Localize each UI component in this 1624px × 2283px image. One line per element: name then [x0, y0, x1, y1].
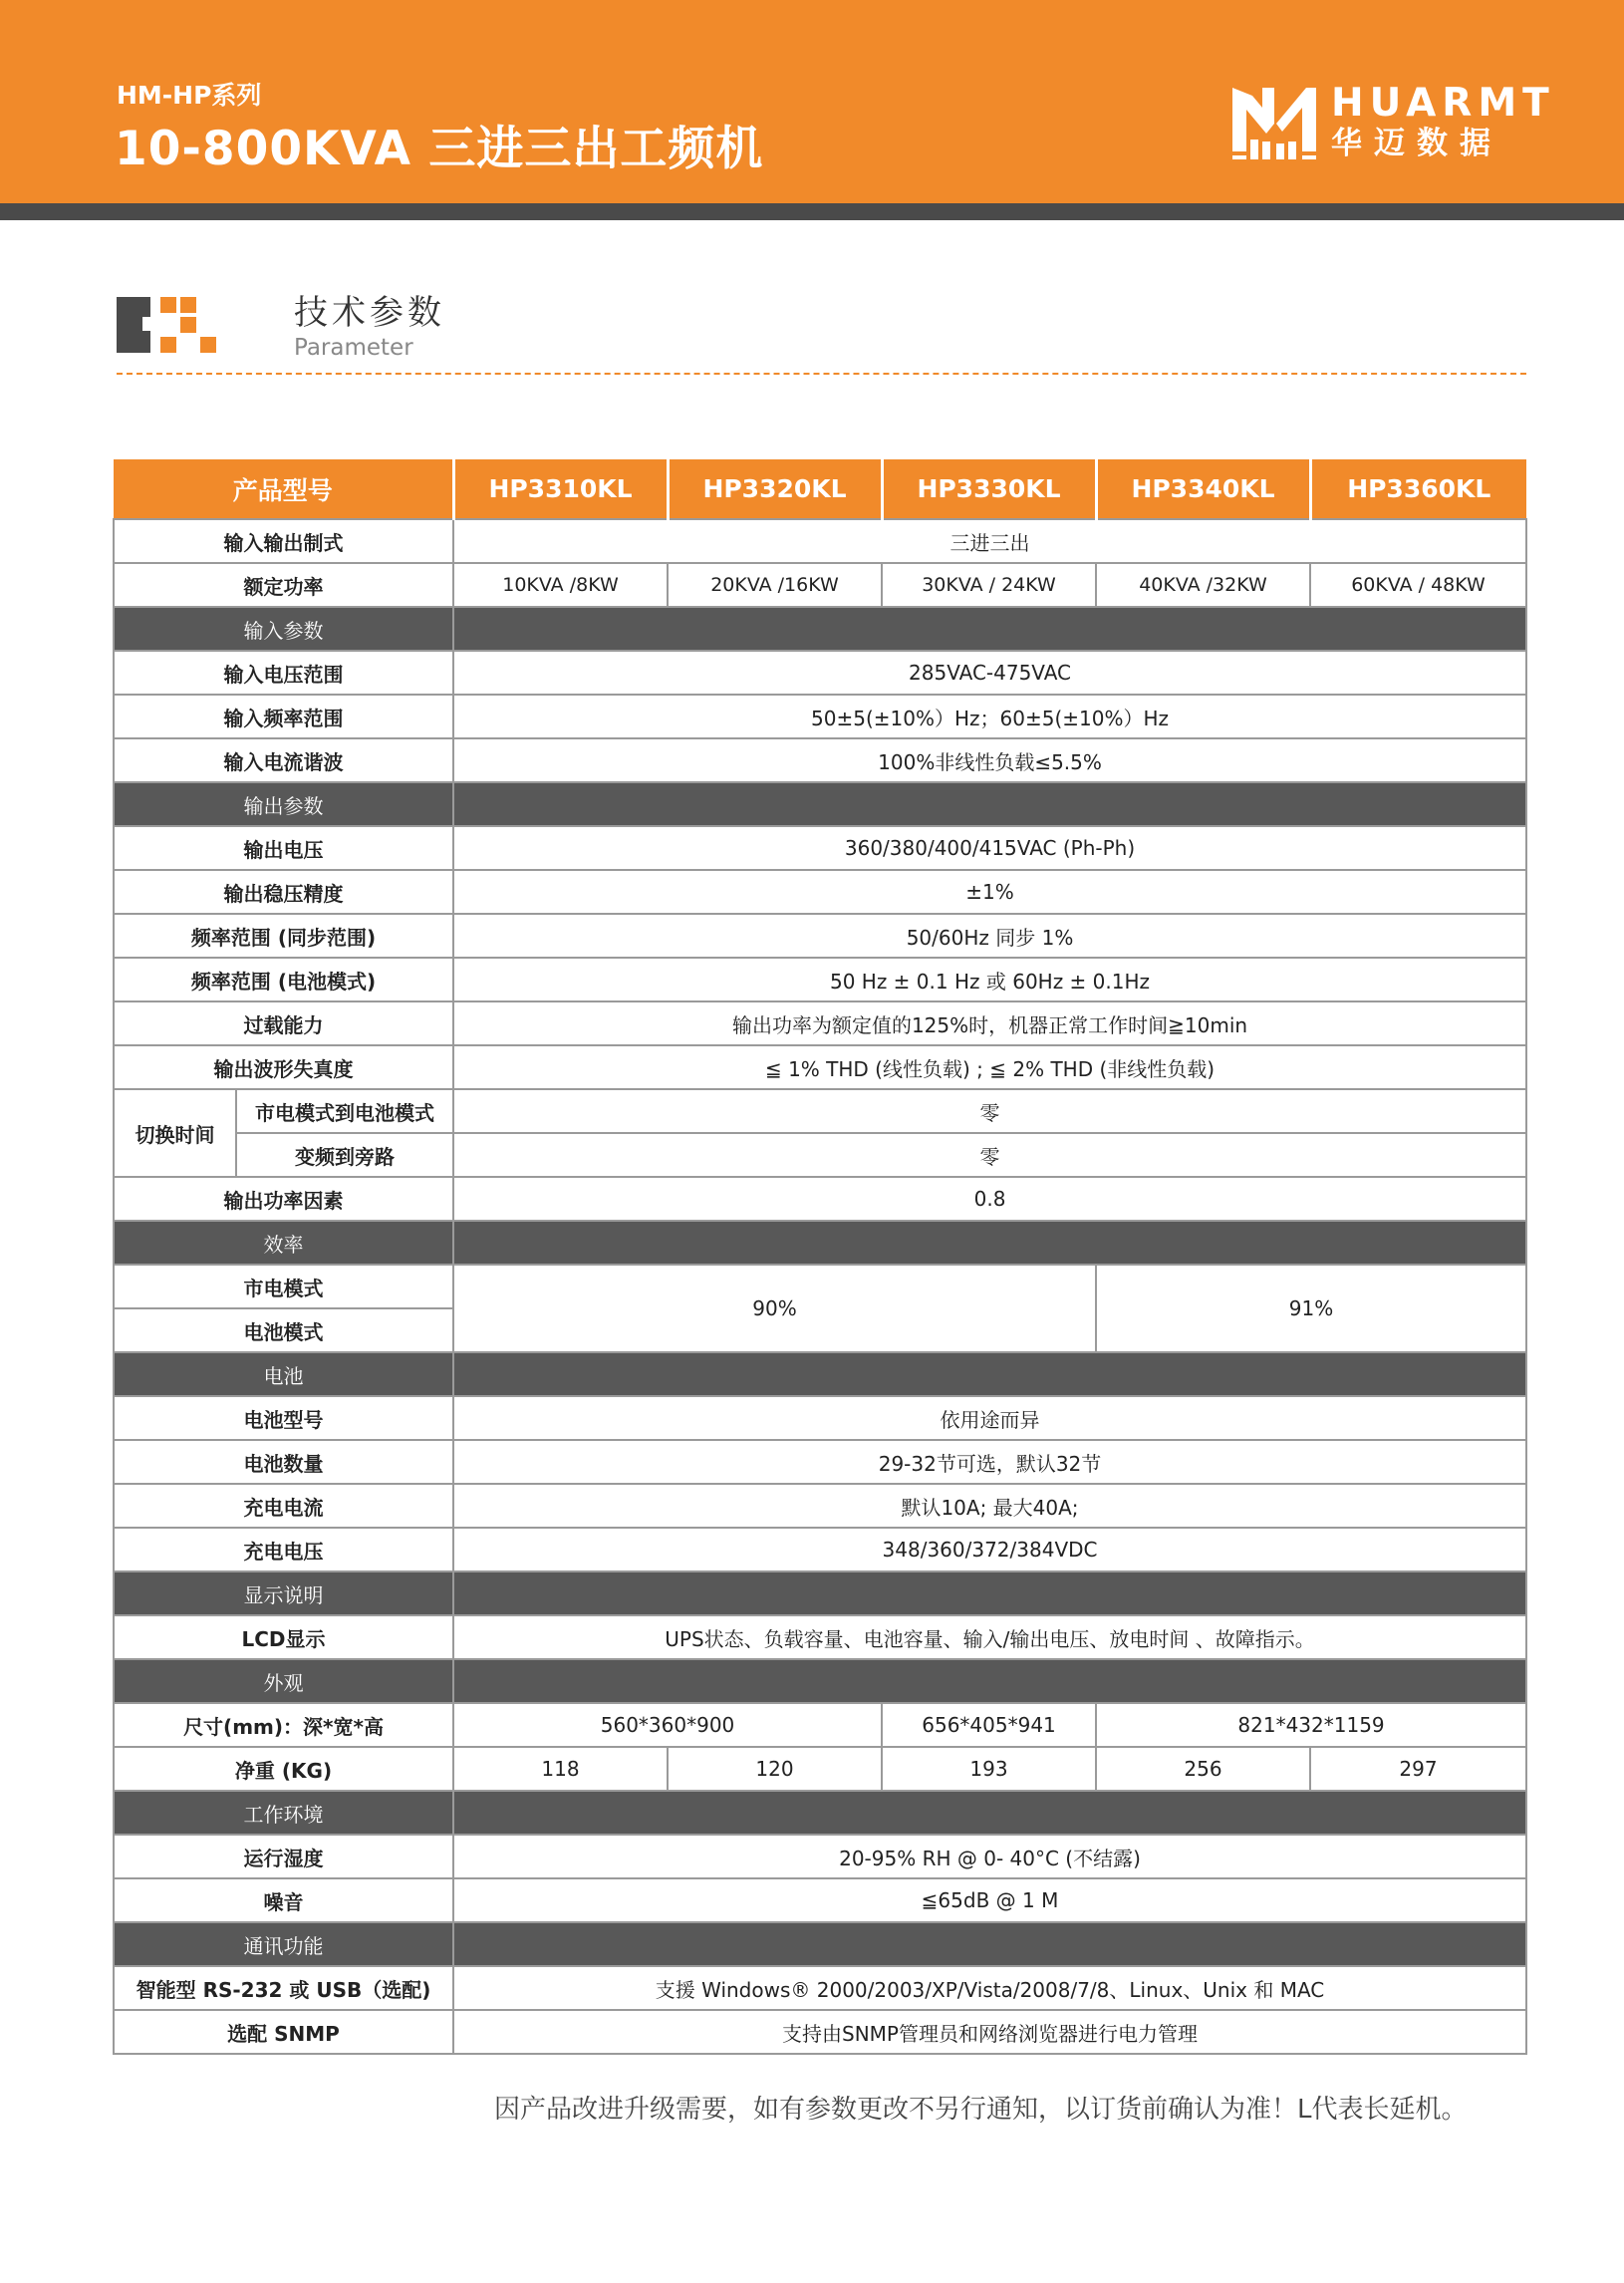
row-label: 额定功率	[114, 563, 453, 607]
section-row	[114, 607, 1526, 651]
table-row	[114, 519, 1526, 563]
table-row	[114, 1966, 1526, 2010]
row-label: 切换时间	[114, 1089, 236, 1177]
row-value: 50 Hz ± 0.1 Hz 或 60Hz ± 0.1Hz	[453, 958, 1526, 1001]
row-value: 90%	[453, 1265, 1096, 1352]
row-label: 噪音	[114, 1878, 453, 1922]
row-value: 零	[453, 1133, 1526, 1177]
table-row	[114, 1133, 1526, 1177]
row-value: 支援 Windows® 2000/2003/XP/Vista/2008/7/8、Linux、Unix 和 MAC	[453, 1966, 1526, 2010]
table-row	[114, 2010, 1526, 2054]
brand-name-cn: 华迈数据	[1331, 126, 1502, 161]
row-label: 净重 (KG)	[114, 1747, 453, 1791]
row-value: 40KVA /32KW	[1096, 563, 1310, 607]
table-row	[114, 1835, 1526, 1878]
row-label: 运行湿度	[114, 1835, 453, 1878]
table-row	[114, 1001, 1526, 1045]
footnote: 因产品改进升级需要，如有参数更改不另行通知，以订货前确认为准！L代表长延机。	[494, 2095, 1468, 2125]
table-row	[114, 1703, 1526, 1747]
huarmt-logo-icon	[1228, 80, 1320, 161]
row-label: 市电模式	[114, 1265, 453, 1308]
row-label: 输入输出制式	[114, 519, 453, 563]
row-value: 91%	[1096, 1265, 1526, 1352]
row-label: 智能型 RS-232 或 USB（选配)	[114, 1966, 453, 2010]
header-band	[0, 0, 1624, 203]
section-blocks-icon	[117, 297, 228, 353]
section-title: 技术参数	[294, 293, 445, 333]
row-label: 过载能力	[114, 1001, 453, 1045]
section-row	[114, 1922, 1526, 1966]
row-value: 360/380/400/415VAC (Ph-Ph)	[453, 826, 1526, 870]
row-label: 尺寸(mm)：深*宽*高	[114, 1703, 453, 1747]
section-label: 电池	[114, 1352, 453, 1396]
row-value: 560*360*900	[453, 1703, 882, 1747]
table-row	[114, 958, 1526, 1001]
row-label: 输出电压	[114, 826, 453, 870]
section-label: 输入参数	[114, 607, 453, 651]
section-label: 输出参数	[114, 782, 453, 826]
model-header: HP3340KL	[1096, 459, 1310, 519]
row-value: 118	[453, 1747, 668, 1791]
series-label: HM-HP系列	[117, 81, 262, 110]
row-value: 0.8	[453, 1177, 1526, 1221]
table-row	[114, 1045, 1526, 1089]
row-label: 输出功率因素	[114, 1177, 453, 1221]
row-sublabel: 变频到旁路	[236, 1133, 453, 1177]
section-label: 效率	[114, 1221, 453, 1265]
model-header: HP3360KL	[1310, 459, 1526, 519]
row-label: 输出波形失真度	[114, 1045, 453, 1089]
table-row	[114, 826, 1526, 870]
brand-name-en: HUARMT	[1331, 81, 1555, 126]
table-row	[114, 1747, 1526, 1791]
row-value: 100%非线性负载≤5.5%	[453, 738, 1526, 782]
row-label: 频率范围 (电池模式)	[114, 958, 453, 1001]
section-label: 工作环境	[114, 1791, 453, 1835]
table-row	[114, 1177, 1526, 1221]
row-label: 电池数量	[114, 1440, 453, 1484]
table-row	[114, 914, 1526, 958]
table-header-row	[114, 459, 1526, 519]
brand-logo	[1228, 80, 1555, 161]
row-value: 零	[453, 1089, 1526, 1133]
row-value: 20-95% RH @ 0- 40°C (不结露)	[453, 1835, 1526, 1878]
table-row	[114, 1396, 1526, 1440]
row-value: 30KVA / 24KW	[882, 563, 1096, 607]
section-label: 外观	[114, 1659, 453, 1703]
row-value: 348/360/372/384VDC	[453, 1528, 1526, 1571]
row-value: ±1%	[453, 870, 1526, 914]
model-header: HP3310KL	[453, 459, 668, 519]
row-value: 656*405*941	[882, 1703, 1096, 1747]
row-value: 256	[1096, 1747, 1310, 1791]
row-value: 默认10A; 最大40A;	[453, 1484, 1526, 1528]
table-row	[114, 1528, 1526, 1571]
row-label: 输入电流谐波	[114, 738, 453, 782]
model-header: HP3320KL	[668, 459, 882, 519]
row-label: 充电电流	[114, 1484, 453, 1528]
section-row	[114, 1571, 1526, 1615]
row-value: 支持由SNMP管理员和网络浏览器进行电力管理	[453, 2010, 1526, 2054]
table-row	[114, 1265, 1526, 1308]
row-value: 20KVA /16KW	[668, 563, 882, 607]
table-row	[114, 738, 1526, 782]
row-sublabel: 市电模式到电池模式	[236, 1089, 453, 1133]
product-title: 10-800KVA 三进三出工频机	[115, 122, 764, 176]
row-value: 29-32节可选，默认32节	[453, 1440, 1526, 1484]
row-value: 50±5(±10%）Hz；60±5(±10%）Hz	[453, 695, 1526, 738]
row-label: 输出稳压精度	[114, 870, 453, 914]
table-row	[114, 870, 1526, 914]
section-row	[114, 1221, 1526, 1265]
row-label: 选配 SNMP	[114, 2010, 453, 2054]
table-row	[114, 1615, 1526, 1659]
row-value: ≦65dB @ 1 M	[453, 1878, 1526, 1922]
section-label: 显示说明	[114, 1571, 453, 1615]
section-row	[114, 782, 1526, 826]
row-value: 120	[668, 1747, 882, 1791]
row-value: 297	[1310, 1747, 1526, 1791]
section-row	[114, 1352, 1526, 1396]
section-row	[114, 1791, 1526, 1835]
table-row	[114, 1089, 1526, 1133]
row-value: UPS状态、负载容量、电池容量、输入/输出电压、放电时间 、故障指示。	[453, 1615, 1526, 1659]
table-row	[114, 651, 1526, 695]
row-label: 输入电压范围	[114, 651, 453, 695]
row-value: 依用途而异	[453, 1396, 1526, 1440]
row-value: ≦ 1% THD (线性负载) ; ≦ 2% THD (非线性负载)	[453, 1045, 1526, 1089]
row-label: 频率范围 (同步范围)	[114, 914, 453, 958]
section-label: 通讯功能	[114, 1922, 453, 1966]
row-value: 60KVA / 48KW	[1310, 563, 1526, 607]
spec-table	[113, 459, 1527, 2055]
row-label: 电池模式	[114, 1308, 453, 1352]
table-row	[114, 1440, 1526, 1484]
model-header: HP3330KL	[882, 459, 1096, 519]
row-label: LCD显示	[114, 1615, 453, 1659]
row-value: 10KVA /8KW	[453, 563, 668, 607]
table-row	[114, 695, 1526, 738]
section-subtitle: Parameter	[294, 335, 413, 361]
dashed-divider	[117, 373, 1526, 375]
row-value: 输出功率为额定值的125%时，机器正常工作时间≧10min	[453, 1001, 1526, 1045]
header-label: 产品型号	[114, 459, 453, 519]
table-row	[114, 1484, 1526, 1528]
row-label: 电池型号	[114, 1396, 453, 1440]
table-row	[114, 1878, 1526, 1922]
table-row	[114, 563, 1526, 607]
row-value: 50/60Hz 同步 1%	[453, 914, 1526, 958]
row-value: 193	[882, 1747, 1096, 1791]
row-label: 输入频率范围	[114, 695, 453, 738]
row-label: 充电电压	[114, 1528, 453, 1571]
header-divider	[0, 203, 1624, 220]
section-row	[114, 1659, 1526, 1703]
row-value: 821*432*1159	[1096, 1703, 1526, 1747]
row-value: 三进三出	[453, 519, 1526, 563]
row-value: 285VAC-475VAC	[453, 651, 1526, 695]
